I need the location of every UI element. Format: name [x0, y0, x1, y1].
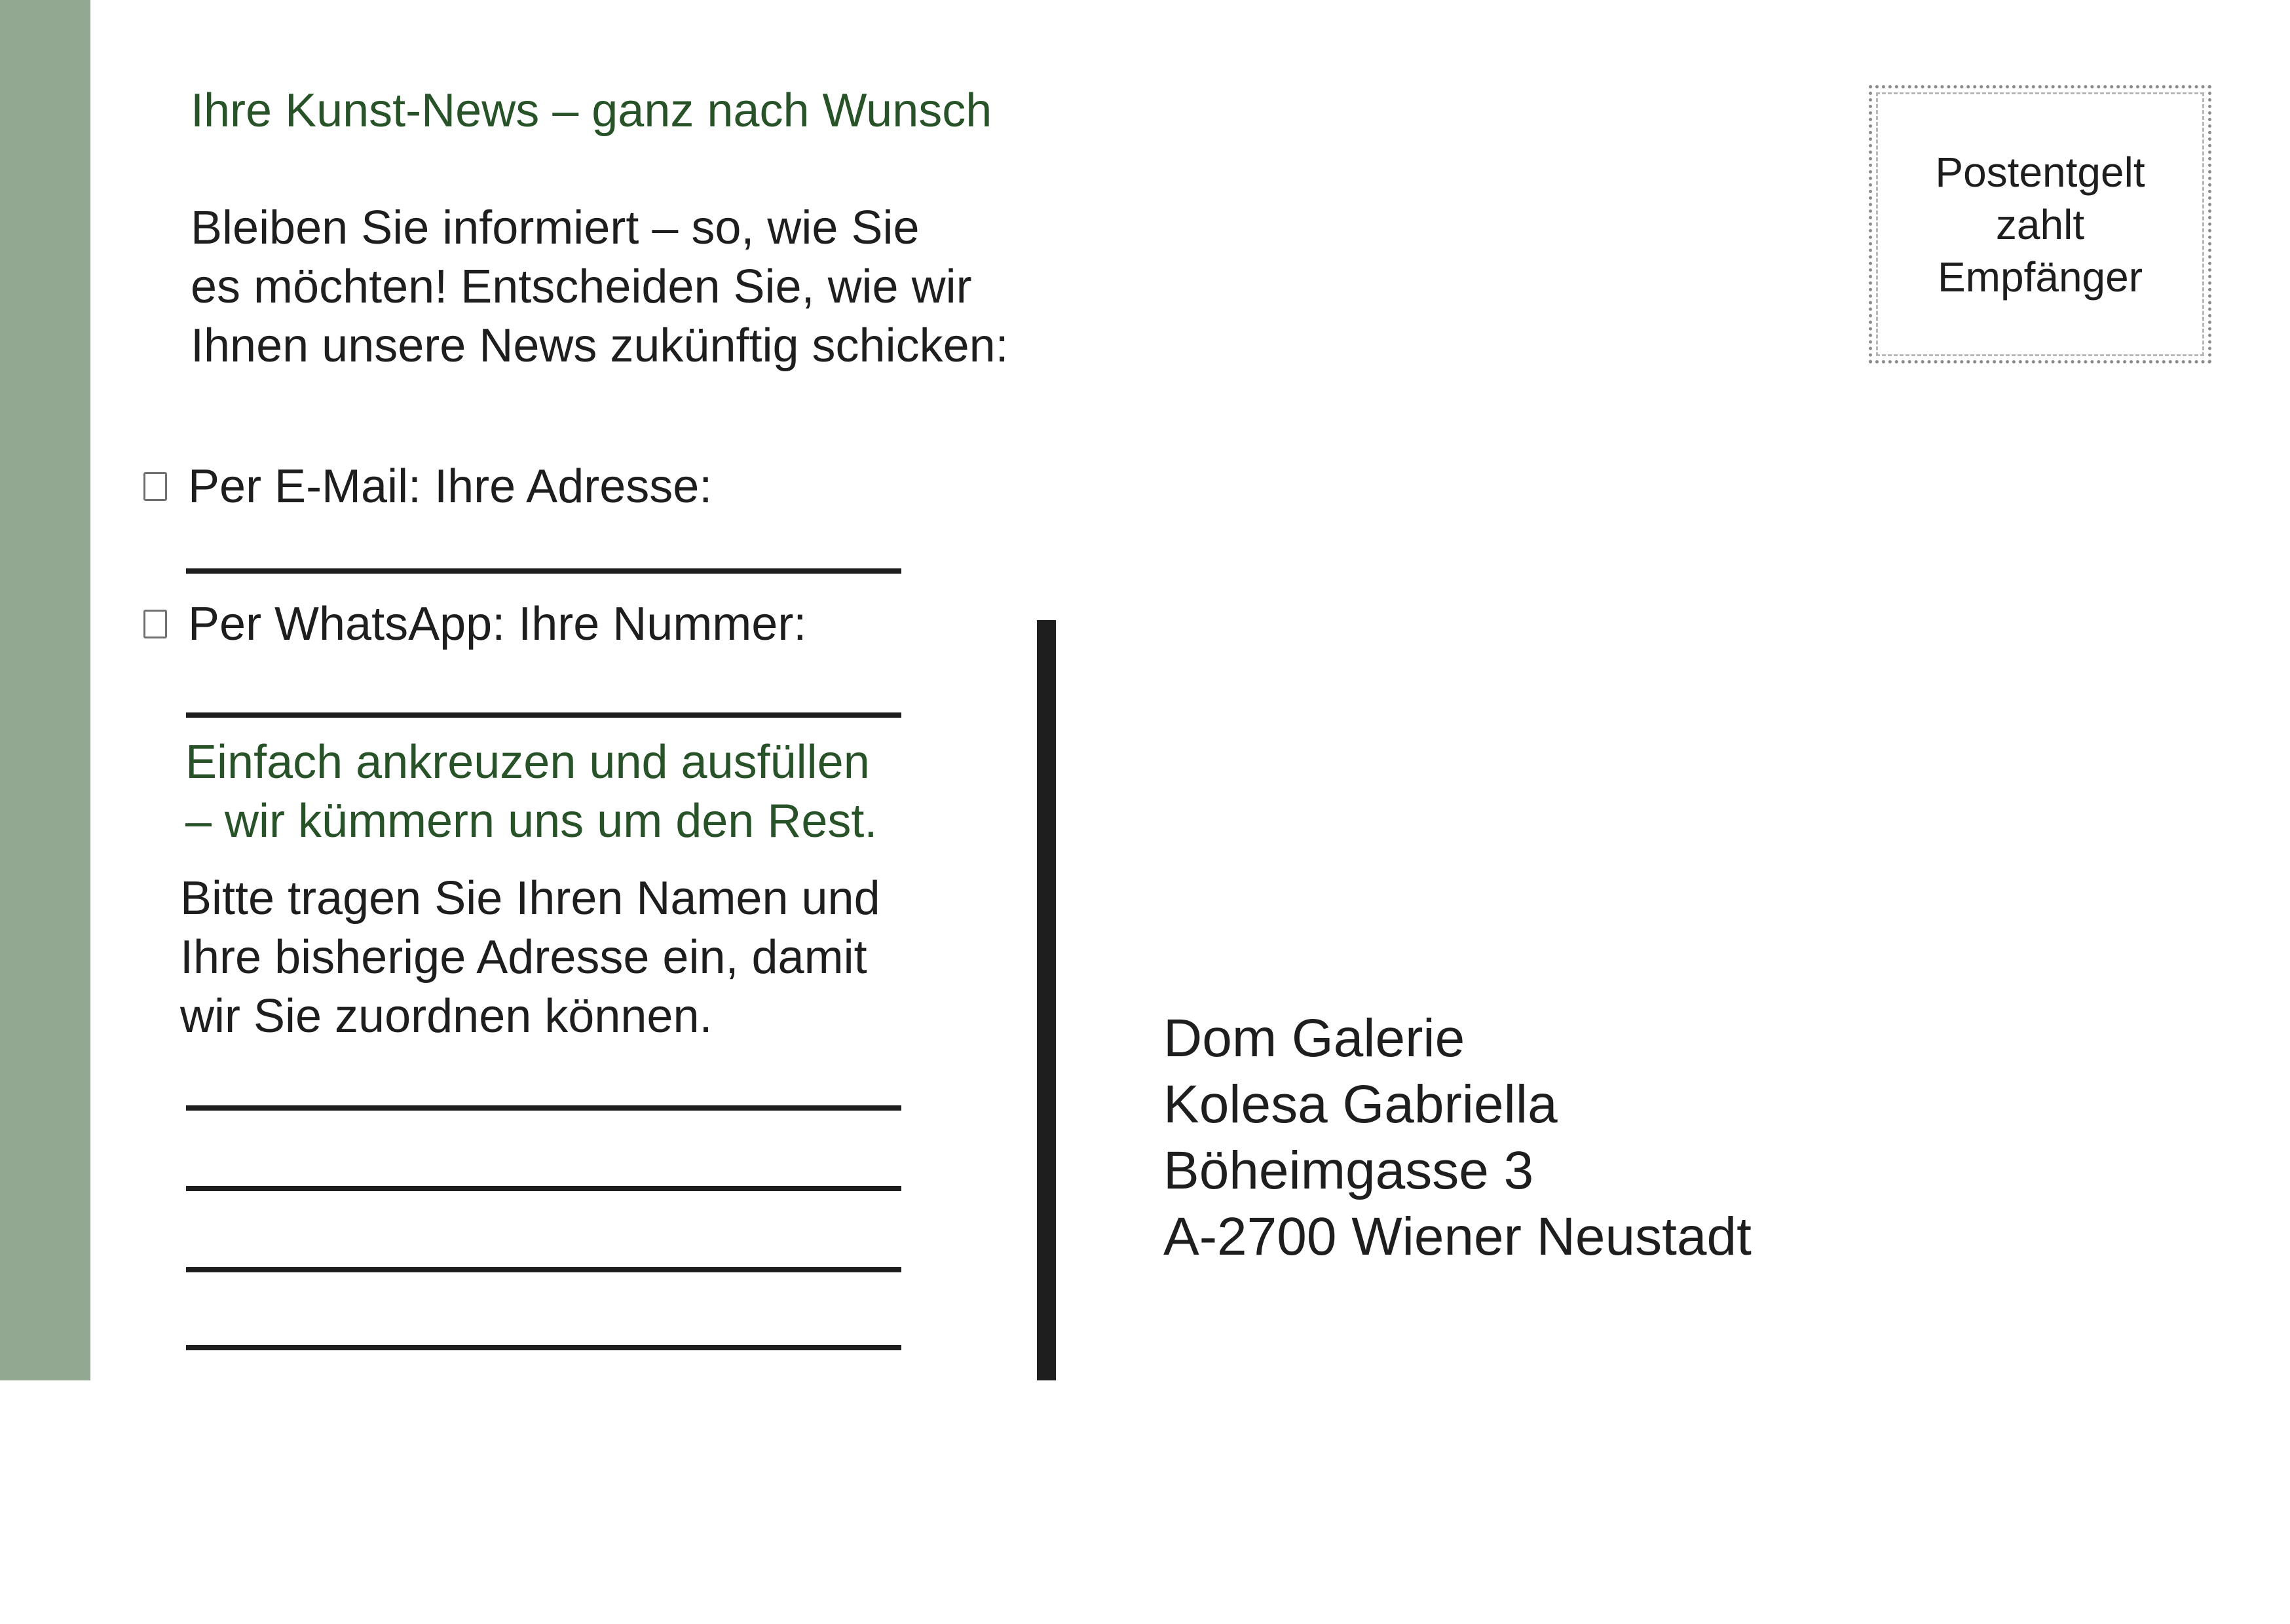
name-address-fill-line[interactable]	[186, 1345, 901, 1350]
address-line: Böheimgasse 3	[1163, 1141, 1534, 1200]
stamp-line: Empfänger	[1937, 253, 2143, 301]
address-line: Kolesa Gabriella	[1163, 1075, 1558, 1134]
email-fill-line[interactable]	[186, 568, 901, 574]
instruction-line: Bitte tragen Sie Ihren Namen und	[180, 872, 880, 925]
stamp-line: Postentgelt	[1935, 148, 2145, 196]
intro-text	[191, 198, 1009, 375]
email-checkbox[interactable]	[143, 472, 167, 501]
intro-line: es möchten! Entscheiden Sie, wie wir	[191, 261, 972, 313]
address-divider	[1037, 620, 1056, 1380]
recipient-address	[1163, 1005, 1752, 1270]
instruction-line: Ihre bisherige Adresse ein, damit	[180, 931, 867, 984]
name-address-fill-line[interactable]	[186, 1105, 901, 1111]
whatsapp-checkbox[interactable]	[143, 610, 167, 638]
card-heading: Ihre Kunst-News – ganz nach Wunsch	[191, 84, 992, 137]
intro-line: Bleiben Sie informiert – so, wie Sie	[191, 202, 920, 254]
whatsapp-option[interactable]	[143, 595, 806, 654]
name-address-fill-line[interactable]	[186, 1186, 901, 1191]
instruction-line: wir Sie zuordnen können.	[180, 990, 713, 1043]
hint-line: – wir kümmern uns um den Rest.	[185, 795, 878, 847]
email-option[interactable]	[143, 457, 712, 516]
name-address-fill-line[interactable]	[186, 1267, 901, 1272]
hint-line: Einfach ankreuzen und ausfüllen	[185, 736, 870, 788]
instruction-text	[180, 869, 880, 1046]
whatsapp-option-label: Per WhatsApp: Ihre Nummer:	[188, 598, 807, 650]
side-color-bar	[0, 0, 90, 1380]
email-option-label: Per E-Mail: Ihre Adresse:	[188, 460, 713, 513]
stamp-line: zahlt	[1995, 200, 2085, 248]
postage-stamp-box	[1869, 85, 2211, 363]
address-line: A-2700 Wiener Neustadt	[1163, 1207, 1752, 1266]
address-line: Dom Galerie	[1163, 1008, 1465, 1068]
hint-text	[185, 733, 877, 851]
intro-line: Ihnen unsere News zukünftig schicken:	[191, 320, 1009, 372]
whatsapp-fill-line[interactable]	[186, 712, 901, 718]
